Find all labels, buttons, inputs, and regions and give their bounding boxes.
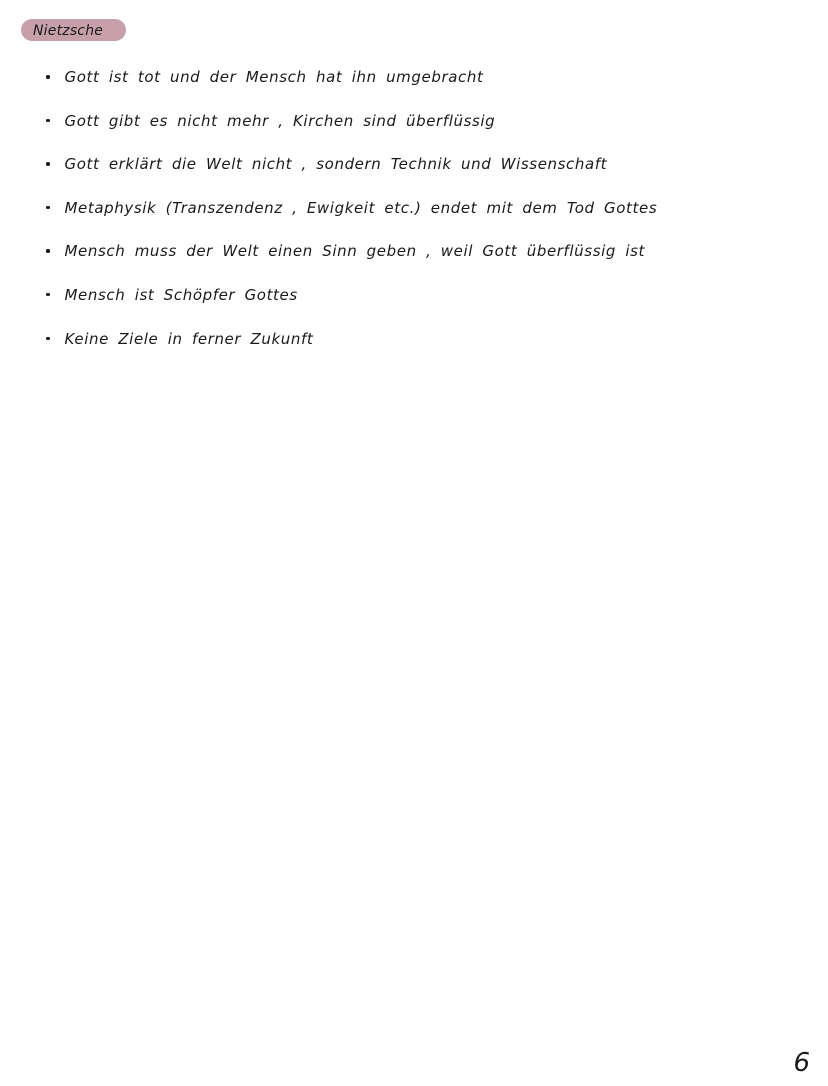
list-item: [46, 326, 657, 370]
bullet-dot-icon: [46, 206, 50, 210]
note-text: Gott gibt es nicht mehr , Kirchen sind überflüssig: [64, 111, 496, 130]
bullet-dot-icon: [46, 293, 50, 297]
bullet-dot-icon: [46, 249, 50, 253]
bullet-dot-icon: [46, 162, 50, 166]
list-item: [46, 282, 657, 326]
notes-list: [46, 64, 657, 369]
page-title: Nietzsche: [21, 19, 126, 41]
note-text: Mensch muss der Welt einen Sinn geben , weil Gott überflüssig ist: [64, 242, 646, 261]
bullet-dot-icon: [46, 75, 50, 79]
list-item: [46, 108, 657, 152]
bullet-dot-icon: [46, 119, 50, 123]
list-item: [46, 64, 657, 108]
note-text: Gott erklärt die Welt nicht , sondern Technik und Wissenschaft: [64, 155, 608, 174]
bullet-dot-icon: [46, 337, 50, 341]
note-text: Keine Ziele in ferner Zukunft: [64, 329, 314, 348]
list-item: [46, 195, 657, 239]
note-text: Metaphysik (Transzendenz , Ewigkeit etc.) endet mit dem Tod Gottes: [64, 198, 658, 217]
list-item: [46, 151, 657, 195]
list-item: [46, 238, 657, 282]
note-text: Gott ist tot und der Mensch hat ihn umgebracht: [64, 68, 484, 86]
note-text: Mensch ist Schöpfer Gottes: [64, 285, 298, 304]
page-number: 6: [793, 1048, 810, 1078]
